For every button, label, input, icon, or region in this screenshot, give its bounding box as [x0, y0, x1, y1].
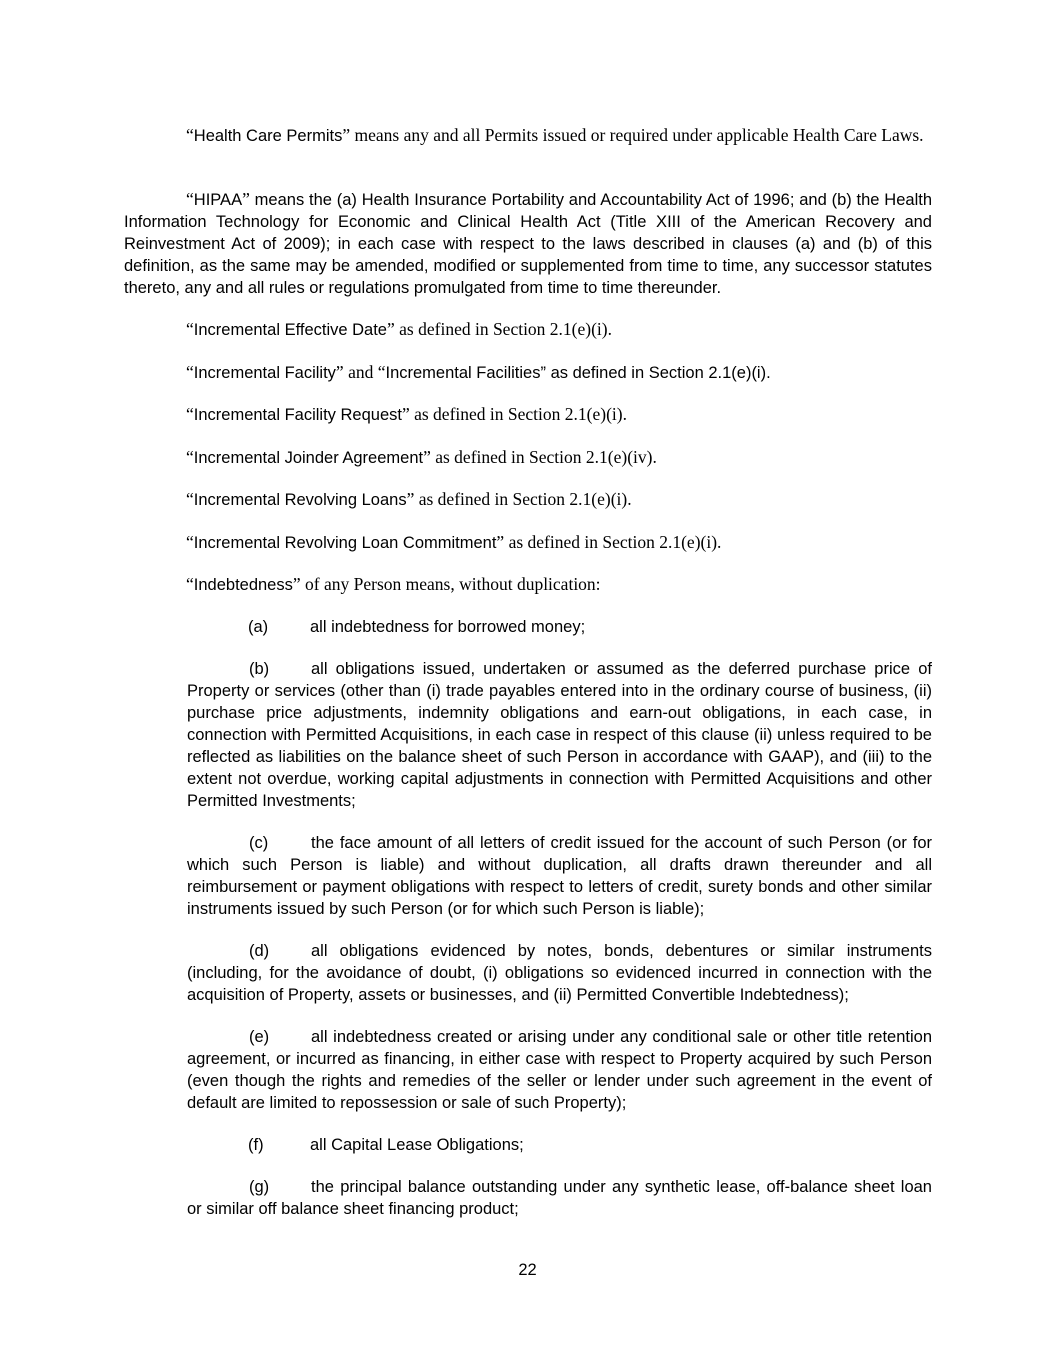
defined-term: Incremental Facilities [385, 364, 541, 382]
page-number: 22 [518, 1261, 537, 1279]
clause-g: (g) the principal balance outstanding under any synthetic lease, off-balance sheet loan or similar off balance sheet financing product; [187, 1178, 932, 1218]
definition-hipaa: “HIPAA” means the (a) Health Insurance Portability and Accountability Act of 1996; and (b) the Health Information Technology for Economic and Clinical Health Act (Title XIII of the American Recovery and Reinvestment Act of 2009); in each case with respect to the laws described in clauses (a) and (b) of this definition, as the same may be amended, modified or supplemented from time to time, any successor statutes thereto, any and all rules or regulations promulgated from time to time thereunder. [124, 189, 932, 297]
clause-label: (e) [249, 1028, 270, 1046]
clause-label: (g) [249, 1178, 270, 1196]
clause-b: (b) all obligations issued, undertaken or assumed as the deferred purchase price of Property or services (other than (i) trade payables entered into in the ordinary course of business, (ii) purchase price adjustments, indemnity obligations and earn-out obligations, in each case, in connection with Permitted Acquisitions, in each case in respect of this clause (ii) unless required to be reflected as liabilities on the balance sheet of such Person in accordance with GAAP), and (iii) to the extent not overdue, working capital adjustments in connection with Permitted Acquisitions and other Permitted Investments; [187, 660, 932, 810]
clause-label: (b) [249, 660, 270, 678]
definition-incremental-revolving-loans: “Incremental Revolving Loans” as defined in Section 2.1(e)(i). [186, 489, 632, 509]
definition-incremental-facility: “Incremental Facility” and “Incremental Facilities” as defined in Section 2.1(e)(i). [186, 362, 771, 382]
defined-term: Health Care Permits [193, 127, 343, 145]
defined-term: Incremental Joinder Agreement [193, 449, 424, 467]
clause-e: (e) all indebtedness created or arising under any conditional sale or other title retention agreement, or incurred as financing, in either case with respect to Property acquired by such Person (even though the rights and remedies of the seller or lender under such agreement in the event of default are limited to repossession or sale of such Property); [187, 1028, 932, 1112]
definition-health-care-permits: “Health Care Permits” means any and all Permits issued or required under applicable Health Care Laws. [186, 125, 924, 145]
clause-label: (f) [248, 1136, 264, 1154]
defined-term: Incremental Facility Request [193, 406, 402, 424]
definition-indebtedness: “Indebtedness” of any Person means, without duplication: [186, 574, 601, 594]
clause-label: (d) [249, 942, 270, 960]
defined-term: HIPAA [193, 191, 243, 209]
clause-c: (c) the face amount of all letters of credit issued for the account of such Person (or for which such Person is liable) and without duplication, all drafts drawn thereunder and all reimbursement or payment obligations with respect to letters of credit, surety bonds and other similar instruments issued by such Person (or for which such Person is liable); [187, 834, 932, 918]
clause-label: (a) [248, 618, 269, 636]
defined-term: Incremental Facility [193, 364, 336, 382]
definition-incremental-effective-date: “Incremental Effective Date” as defined in Section 2.1(e)(i). [186, 319, 613, 339]
clause-f: (f) all Capital Lease Obligations; [248, 1136, 524, 1154]
defined-term: Incremental Effective Date [193, 321, 387, 339]
defined-term: Incremental Revolving Loans [193, 491, 407, 509]
definition-incremental-facility-request: “Incremental Facility Request” as defined in Section 2.1(e)(i). [186, 404, 627, 424]
defined-term: Indebtedness [193, 576, 293, 594]
clause-a: (a) all indebtedness for borrowed money; [248, 618, 586, 636]
defined-term: Incremental Revolving Loan Commitment [193, 534, 497, 552]
clause-label: (c) [249, 834, 269, 852]
definition-incremental-joinder-agreement: “Incremental Joinder Agreement” as defined in Section 2.1(e)(iv). [186, 447, 657, 467]
definition-incremental-revolving-loan-commitment: “Incremental Revolving Loan Commitment” as defined in Section 2.1(e)(i). [186, 532, 722, 552]
clause-d: (d) all obligations evidenced by notes, bonds, debentures or similar instruments (including, for the avoidance of doubt, (i) obligations so evidenced incurred in connection with the acquisition of Property, assets or businesses, and (ii) Permitted Convertible Indebtedness); [187, 942, 932, 1004]
